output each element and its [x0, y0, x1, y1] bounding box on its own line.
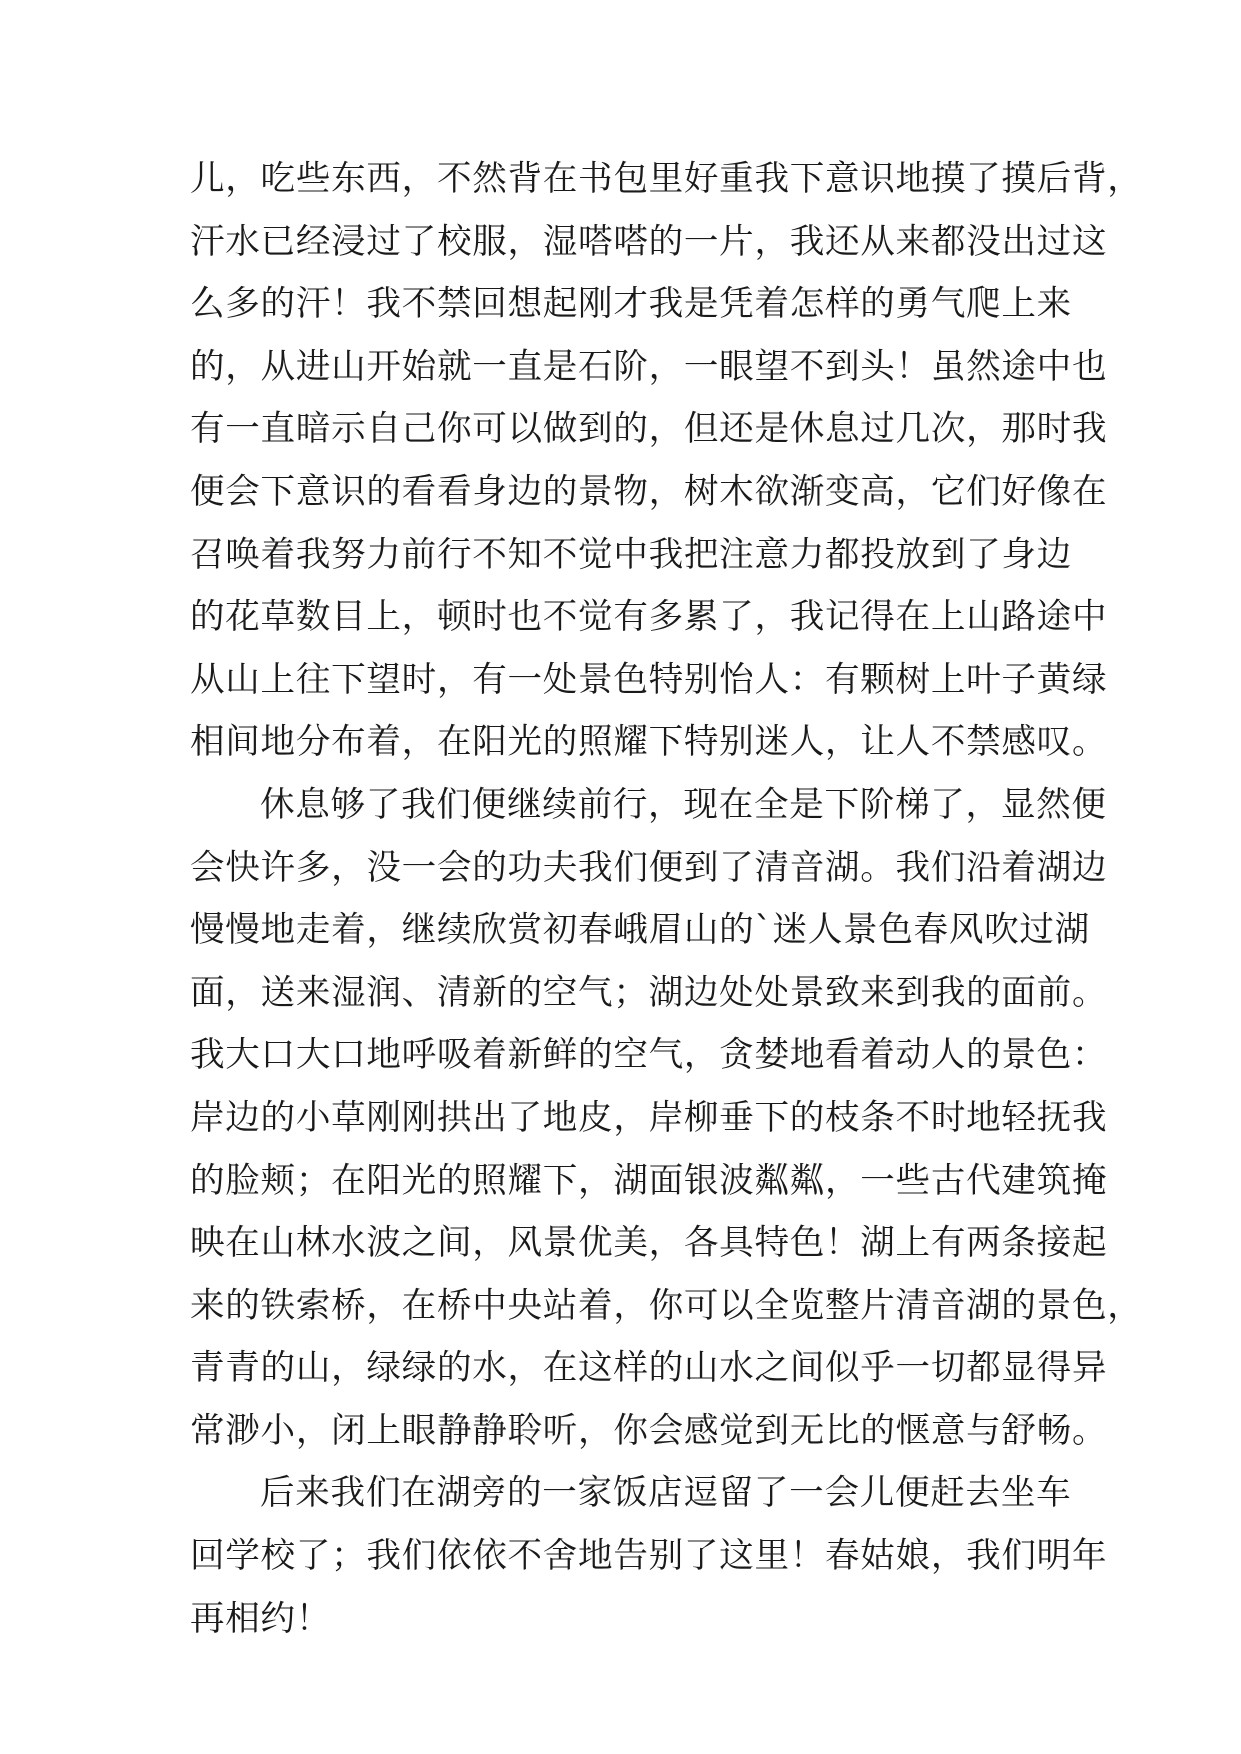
text-line: 岸边的小草刚刚拱出了地皮，岸柳垂下的枝条不时地轻抚我 — [190, 1097, 1108, 1138]
text-line: 来的铁索桥，在桥中央站着，你可以全览整片清音湖的景色， — [190, 1285, 1143, 1326]
paragraph-2 — [190, 774, 1143, 1463]
text-line: 的花草数目上，顿时也不觉有多累了，我记得在上山路途中 — [190, 597, 1108, 638]
text-line: 么多的汗！我不禁回想起刚才我是凭着怎样的勇气爬上来 — [190, 284, 1072, 325]
document-body — [190, 148, 1143, 1650]
text-line: 的，从进山开始就一直是石阶，一眼望不到头！虽然途中也 — [190, 346, 1108, 387]
text-line: 常渺小，闭上眼静静聆听，你会感觉到无比的惬意与舒畅。 — [190, 1410, 1108, 1451]
text-line: 儿，吃些东西，不然背在书包里好重我下意识地摸了摸后背， — [190, 159, 1143, 199]
text-line: 会快许多，没一会的功夫我们便到了清音湖。我们沿着湖边 — [190, 847, 1108, 888]
text-line-first: 后来我们在湖旁的一家饭店逗留了一会儿便赶去坐车 — [260, 1473, 1072, 1514]
text-line: 的脸颊；在阳光的照耀下，湖面银波粼粼，一些古代建筑掩 — [190, 1160, 1108, 1201]
text-line: 青青的山，绿绿的水，在这样的山水之间似乎一切都显得异 — [190, 1348, 1108, 1389]
paragraph-1 — [190, 148, 1143, 774]
text-line-first: 休息够了我们便继续前行，现在全是下阶梯了，显然便 — [260, 784, 1107, 825]
text-line: 相间地分布着，在阳光的照耀下特别迷人，让人不禁感叹。 — [190, 722, 1108, 763]
text-line: 慢慢地走着，继续欣赏初春峨眉山的`迷人景色春风吹过湖 — [190, 910, 1090, 951]
text-line: 面，送来湿润、清新的空气；湖边处处景致来到我的面前。 — [190, 972, 1108, 1013]
text-line: 汗水已经浸过了校服，湿嗒嗒的一片，我还从来都没出过这 — [190, 221, 1108, 262]
text-line: 有一直暗示自己你可以做到的，但还是休息过几次，那时我 — [190, 409, 1108, 450]
text-line: 便会下意识的看看身边的景物，树木欲渐变高，它们好像在 — [190, 471, 1108, 512]
text-line: 再相约！ — [190, 1598, 332, 1639]
text-line: 我大口大口地呼吸着新鲜的空气，贪婪地看着动人的景色： — [190, 1035, 1108, 1076]
text-line: 从山上往下望时，有一处景色特别怡人：有颗树上叶子黄绿 — [190, 659, 1108, 700]
paragraph-3 — [190, 1462, 1108, 1650]
text-line: 回学校了；我们依依不舍地告别了这里！春姑娘，我们明年 — [190, 1536, 1108, 1577]
text-line: 召唤着我努力前行不知不觉中我把注意力都投放到了身边 — [190, 534, 1072, 575]
text-line: 映在山林水波之间，风景优美，各具特色！湖上有两条接起 — [190, 1223, 1108, 1264]
